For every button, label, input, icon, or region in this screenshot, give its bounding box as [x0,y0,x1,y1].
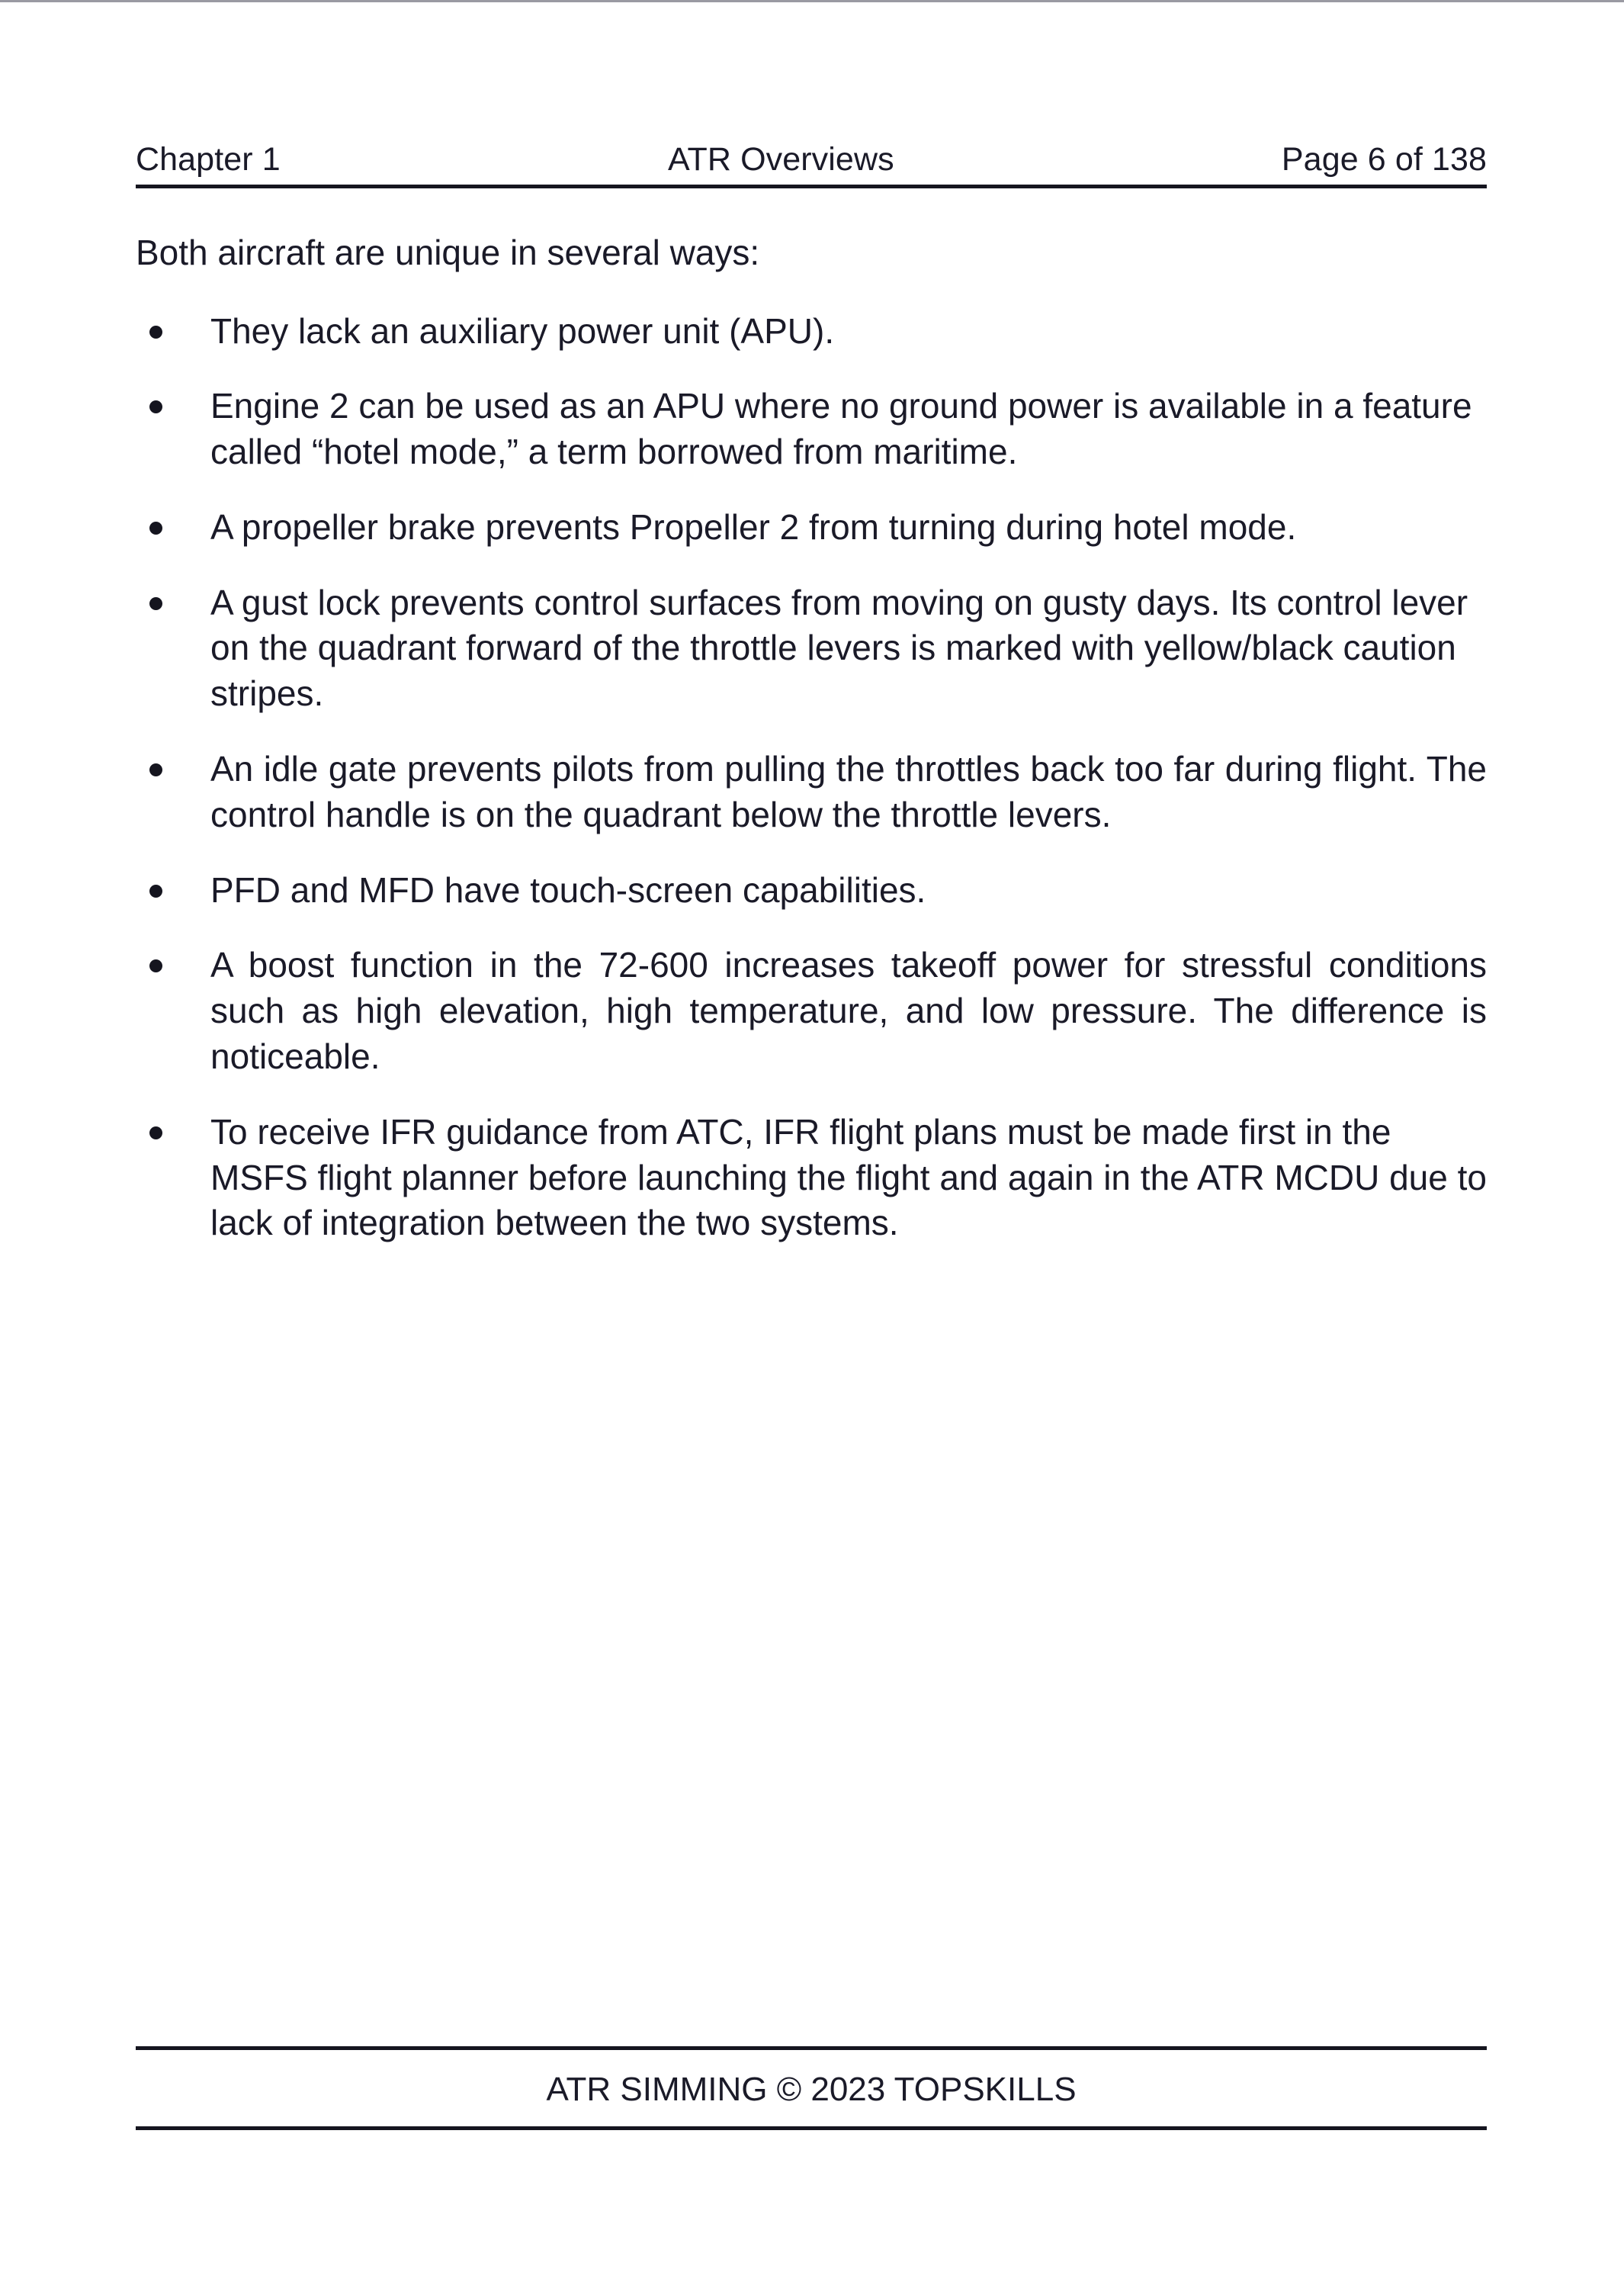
bullet-dot-icon [149,763,162,776]
feature-bullet-list [136,309,1487,1247]
list-item-text: PFD and MFD have touch-screen capabilities. [210,869,926,910]
bullet-dot-icon [149,326,162,339]
bullet-dot-icon [149,597,162,610]
page-content [136,231,1487,1246]
bullet-dot-icon [149,959,162,972]
footer-bottom-rule [136,2126,1487,2130]
list-item-text: A propeller brake prevents Propeller 2 from turning during hotel mode. [210,506,1297,547]
list-item-text: An idle gate prevents pilots from pulling the throttles back too far during flight. The control handle is on the quadrant below the throttle levers. [210,749,1487,834]
intro-paragraph: Both aircraft are unique in several ways: [136,233,760,272]
list-item-text: A gust lock prevents control surfaces from moving on gusty days. Its control lever on the quadrant forward of the throttle levers is marked with yellow/black caution stripes. [210,582,1468,714]
list-item [136,747,1487,838]
page-header [136,143,1487,188]
list-item [136,384,1487,475]
list-item [136,309,1487,355]
list-item [136,1110,1487,1246]
list-item [136,943,1487,1079]
bullet-dot-icon [149,522,162,535]
bullet-dot-icon [149,1126,162,1139]
bullet-dot-icon [149,885,162,898]
page-footer [136,2046,1487,2130]
list-item-text: They lack an auxiliary power unit (APU). [210,310,835,351]
bullet-dot-icon [149,400,162,413]
header-chapter-label: Chapter 1 [136,141,281,178]
footer-copyright: ATR SIMMING © 2023 TOPSKILLS [546,2071,1077,2108]
header-page-number: Page 6 of 138 [1281,141,1487,178]
list-item-text: Engine 2 can be used as an APU where no ground power is available in a feature called “hotel mode,” a term borrowed from maritime. [210,386,1472,472]
list-item [136,868,1487,914]
list-item [136,505,1487,551]
list-item [136,580,1487,717]
list-item-text: To receive IFR guidance from ATC, IFR flight plans must be made first in the MSFS flight planner before launching the flight and again in the ATR MCDU due to lack of integration between the two systems. [210,1111,1487,1243]
header-section-title: ATR Overviews [667,141,894,178]
list-item-text: A boost function in the 72-600 increases takeoff power for stressful conditions such as high elevation, high temperature, and low pressure. The difference is noticeable. [210,945,1487,1077]
